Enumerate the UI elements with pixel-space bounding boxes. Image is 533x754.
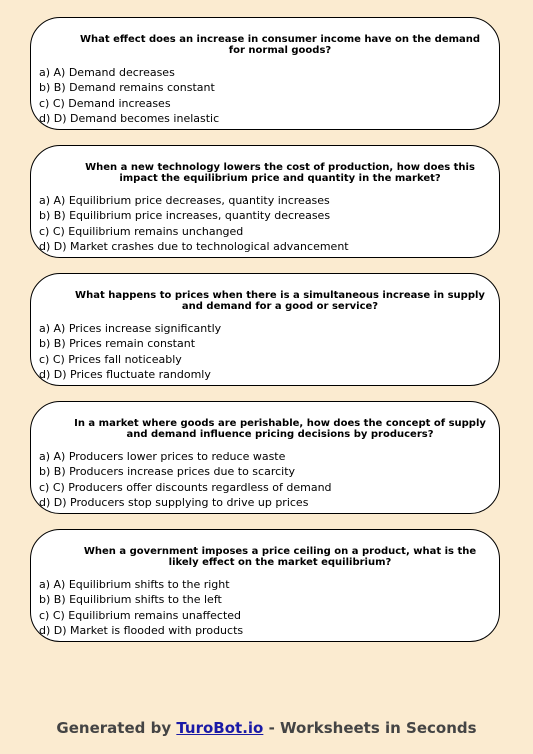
option-a: a) A) Prices increase significantly <box>39 322 222 335</box>
options-list <box>39 449 332 510</box>
turobot-link[interactable]: TuroBot.io <box>176 719 264 737</box>
option-b: b) B) Producers increase prices due to scarcity <box>39 465 296 479</box>
question-card-4 <box>30 401 500 514</box>
option-c: c) C) Demand increases <box>39 96 171 110</box>
question-text: When a government imposes a price ceiling on a product, what is the likely effect on the market equilibrium? <box>83 546 477 568</box>
footer-suffix: - Worksheets in Seconds <box>263 719 477 737</box>
option-a: a) A) Demand decreases <box>39 66 175 79</box>
options-list <box>39 321 221 382</box>
option-d: d) D) Demand becomes inelastic <box>39 111 220 125</box>
option-b: b) B) Equilibrium shifts to the left <box>39 593 222 607</box>
option-c: c) C) Prices fall noticeably <box>39 352 182 366</box>
question-text: In a market where goods are perishable, how does the concept of supply and demand influence pricing decisions by producers? <box>74 418 486 440</box>
option-d: d) D) Producers stop supplying to drive up prices <box>39 495 309 509</box>
question-card-1 <box>30 17 500 130</box>
question-card-2 <box>30 145 500 258</box>
option-b: b) B) Prices remain constant <box>39 337 196 351</box>
option-c: c) C) Producers offer discounts regardless of demand <box>39 480 332 494</box>
option-a: a) A) Equilibrium price decreases, quantity increases <box>39 194 330 207</box>
question-card-5 <box>30 529 500 642</box>
question-text: What effect does an increase in consumer income have on the demand for normal goods? <box>79 34 481 56</box>
question-card-3 <box>30 273 500 386</box>
question-text: What happens to prices when there is a simultaneous increase in supply and demand for a good or service? <box>75 290 485 312</box>
options-list <box>39 577 243 638</box>
option-b: b) B) Equilibrium price increases, quantity decreases <box>39 209 331 223</box>
options-list <box>39 193 349 254</box>
option-d: d) D) Market crashes due to technological advancement <box>39 239 349 253</box>
options-list <box>39 65 219 126</box>
option-c: c) C) Equilibrium remains unaffected <box>39 608 242 622</box>
option-c: c) C) Equilibrium remains unchanged <box>39 224 244 238</box>
option-d: d) D) Prices fluctuate randomly <box>39 367 211 381</box>
question-text: When a new technology lowers the cost of production, how does this impact the equilibrium price and quantity in the market? <box>85 162 475 184</box>
option-a: a) A) Equilibrium shifts to the right <box>39 578 230 591</box>
footer <box>0 719 533 737</box>
footer-prefix: Generated by <box>56 719 177 737</box>
option-d: d) D) Market is flooded with products <box>39 623 244 637</box>
option-a: a) A) Producers lower prices to reduce waste <box>39 450 286 463</box>
option-b: b) B) Demand remains constant <box>39 81 215 95</box>
